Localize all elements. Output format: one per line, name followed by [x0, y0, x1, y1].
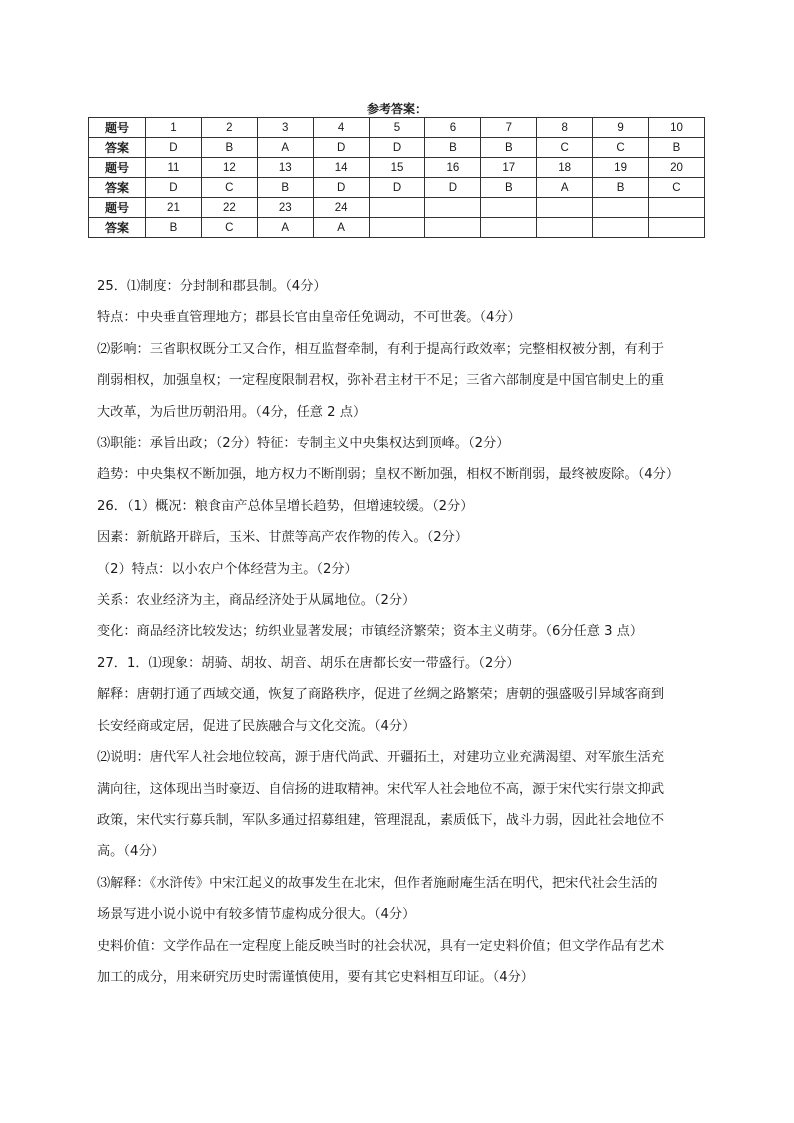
table-row: [89, 178, 705, 198]
table-cell: A: [257, 218, 313, 238]
table-cell: D: [369, 178, 425, 198]
table-cell: B: [593, 178, 649, 198]
row-label: 题号: [89, 198, 146, 218]
text-line: 高。（4分）: [97, 844, 165, 860]
table-cell: B: [481, 138, 537, 158]
table-cell: C: [537, 138, 593, 158]
table-cell: 2: [201, 118, 257, 138]
table-cell: [425, 198, 481, 218]
text-line: 削弱相权，加强皇权；一定程度限制君权，弥补君主材干不足；三省六部制度是中国官制史上的重: [97, 373, 665, 389]
text-line: 变化：商品经济比较发达；纺织业显著发展；市镇经济繁荣；资本主义萌芽。（6分任意 3 点）: [97, 624, 644, 640]
text-line: 因素：新航路开辟后，玉米、甘蔗等高产农作物的传入。（2分）: [97, 530, 469, 546]
table-cell: [537, 198, 593, 218]
table-cell: 17: [481, 158, 537, 178]
table-cell: B: [257, 178, 313, 198]
table-cell: A: [313, 218, 369, 238]
row-label: 题号: [89, 158, 146, 178]
text-line: 特点：中央垂直管理地方；郡县长官由皇帝任免调动，不可世袭。（4分）: [97, 310, 521, 326]
text-line: 关系：农业经济为主，商品经济处于从属地位。（2分）: [97, 593, 416, 609]
text-line: 史料价值：文学作品在一定程度上能反映当时的社会状况，具有一定史料价值；但文学作品有艺术: [97, 938, 665, 954]
text-line: 加工的成分，用来研究历史时需谨慎使用，要有其它史料相互印证。（4分）: [97, 969, 534, 985]
table-cell: B: [146, 218, 202, 238]
answer-table: [88, 117, 705, 238]
table-row: [89, 158, 705, 178]
table-cell: 5: [369, 118, 425, 138]
text-line: 场景写进小说小说中有较多情节虚构成分很大。（4分）: [97, 907, 416, 923]
table-cell: C: [201, 218, 257, 238]
text-line: ⑶职能：承旨出政；（2分）特征：专制主义中央集权达到顶峰。（2分）: [97, 436, 510, 452]
table-cell: D: [425, 178, 481, 198]
table-cell: 6: [425, 118, 481, 138]
table-cell: 20: [649, 158, 705, 178]
table-cell: B: [201, 138, 257, 158]
table-cell: 13: [257, 158, 313, 178]
table-cell: 14: [313, 158, 369, 178]
table-row: [89, 198, 705, 218]
table-cell: [593, 218, 649, 238]
table-cell: [649, 218, 705, 238]
table-cell: [425, 218, 481, 238]
table-cell: D: [313, 138, 369, 158]
table-cell: 1: [146, 118, 202, 138]
table-cell: D: [146, 138, 202, 158]
table-cell: [369, 198, 425, 218]
text-line: （2）特点：以小农户个体经营为主。（2分）: [97, 561, 358, 577]
table-cell: A: [257, 138, 313, 158]
table-cell: [593, 198, 649, 218]
table-cell: 3: [257, 118, 313, 138]
table-cell: 9: [593, 118, 649, 138]
table-row: [89, 118, 705, 138]
table-cell: 4: [313, 118, 369, 138]
text-line: 满向往，这体现出当时豪迈、自信扬的进取精神。宋代军人社会地位不高，源于宋代实行崇文抑武: [97, 781, 665, 797]
table-cell: 10: [649, 118, 705, 138]
table-cell: A: [537, 178, 593, 198]
row-label: 答案: [89, 178, 146, 198]
answer-explanations: [97, 271, 697, 993]
table-row: [89, 138, 705, 158]
table-cell: B: [425, 138, 481, 158]
table-cell: C: [649, 178, 705, 198]
table-cell: 11: [146, 158, 202, 178]
table-cell: [537, 218, 593, 238]
text-line: 25．⑴制度：分封制和郡县制。（4分）: [97, 279, 327, 294]
text-line: 解释：唐朝打通了西域交通，恢复了商路秩序，促进了丝绸之路繁荣；唐朝的强盛吸引异域客商到: [97, 687, 665, 703]
table-cell: 7: [481, 118, 537, 138]
text-line: ⑶解释：《水浒传》中宋江起义的故事发生在北宋，但作者施耐庵生活在明代，把宋代社会生活的: [97, 875, 658, 891]
table-row: [89, 218, 705, 238]
row-label: 答案: [89, 218, 146, 238]
table-cell: [649, 198, 705, 218]
table-cell: [369, 218, 425, 238]
text-line: 大改革，为后世历朝沿用。（4分，任意 2 点）: [97, 404, 367, 420]
text-line: 26．（1）概况：粮食亩产总体呈增长趋势，但增速较缓。（2分）: [97, 498, 474, 514]
table-cell: B: [649, 138, 705, 158]
table-cell: D: [369, 138, 425, 158]
table-cell: 19: [593, 158, 649, 178]
table-cell: 12: [201, 158, 257, 178]
table-cell: D: [313, 178, 369, 198]
row-label: 答案: [89, 138, 146, 158]
row-label: 题号: [89, 118, 146, 138]
table-cell: B: [481, 178, 537, 198]
table-cell: 23: [257, 198, 313, 218]
table-cell: [481, 198, 537, 218]
text-line: 趋势：中央集权不断加强，地方权力不断削弱；皇权不断加强，相权不断削弱，最终被废除。（4分）: [97, 467, 680, 483]
text-line: 政策，宋代实行募兵制，军队多通过招募组建，管理混乱，素质低下，战斗力弱，因此社会地位不: [97, 812, 665, 828]
table-cell: C: [201, 178, 257, 198]
table-cell: 16: [425, 158, 481, 178]
table-cell: 18: [537, 158, 593, 178]
table-cell: C: [593, 138, 649, 158]
table-cell: [481, 218, 537, 238]
text-line: 27．1．⑴现象：胡骑、胡妆、胡音、胡乐在唐都长安一带盛行。（2分）: [97, 655, 520, 671]
table-cell: 8: [537, 118, 593, 138]
table-cell: D: [146, 178, 202, 198]
text-line: 长安经商或定居，促进了民族融合与文化交流。（4分）: [97, 718, 416, 734]
answer-key-title: 参考答案：: [366, 102, 427, 116]
table-cell: 24: [313, 198, 369, 218]
text-line: ⑵影响：三省职权既分工又合作，相互监督牵制，有利于提高行政效率；完整相权被分割，有利于: [97, 341, 665, 357]
text-line: ⑵说明：唐代军人社会地位较高，源于唐代尚武、开疆拓土，对建功立业充满渴望、对军旅生活充: [97, 750, 665, 766]
table-cell: 21: [146, 198, 202, 218]
table-cell: 15: [369, 158, 425, 178]
table-cell: 22: [201, 198, 257, 218]
